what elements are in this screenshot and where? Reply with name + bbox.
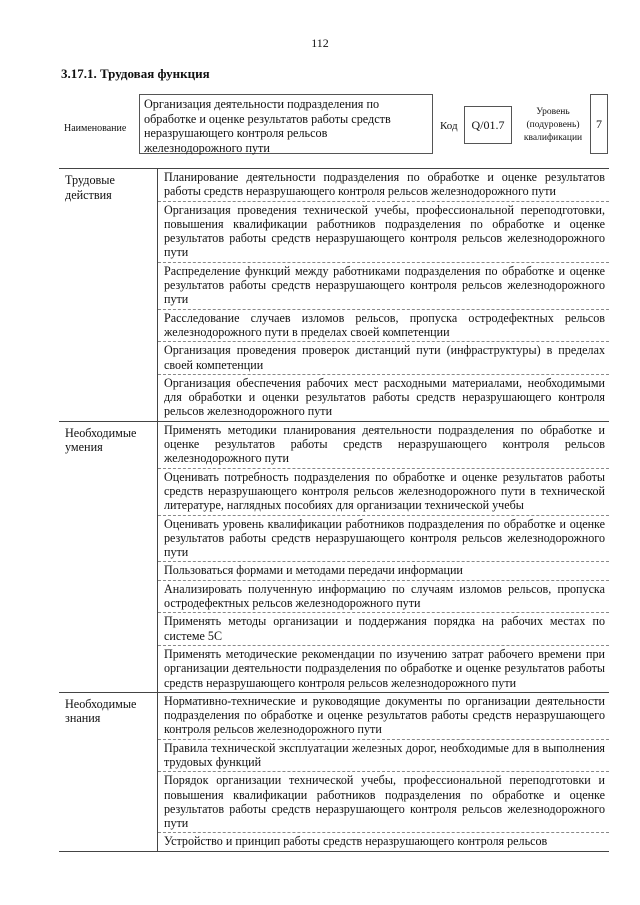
section-title: 3.17.1. Трудовая функция [61, 66, 210, 81]
group-label: Трудовые действия [65, 173, 115, 202]
table-row: Устройство и принцип работы средств неразрушающего контроля рельсов [164, 834, 548, 849]
function-table [59, 168, 609, 852]
table-group-labor-actions [59, 169, 609, 422]
table-row: Анализировать полученную информацию по случаям изломов рельсов, пропуска остродефектных рельсов железнодорожного пути [158, 581, 609, 614]
table-row: Оценивать уровень квалификации работников подразделения по обработке и оценке результатов работы средств неразрушающего контроля рельсов железнодорожного пути [158, 516, 609, 563]
name-value: Организация деятельности подразделения по обработке и оценке результатов работы средств неразрушающего контроля рельсов железнодорожного пути [139, 94, 433, 154]
table-row: Расследование случаев изломов рельсов, пропуска остродефектных рельсов железнодорожного пути в пределах своей компетенции [158, 310, 609, 343]
group-label: Необходимые умения [65, 425, 137, 455]
group-items [157, 422, 609, 692]
table-row: Пользоваться формами и методами передачи информации [158, 562, 609, 580]
name-label: Наименование [64, 123, 127, 134]
page-number: 112 [311, 36, 329, 50]
code-value: Q/01.7 [464, 106, 512, 144]
table-row: Применять методические рекомендации по изучению затрат рабочего времени при организации деятельности подразделения по обработке и оценке результатов работы средств неразрушающего контроля рельсов железнодорожного пути [164, 646, 605, 690]
table-group-required-knowledge [59, 693, 609, 852]
group-items [157, 693, 609, 851]
group-label: Необходимые знания [65, 696, 137, 726]
level-label: Уровень (подуровень) квалификации [523, 107, 583, 143]
table-row: Применять методики планирования деятельности подразделения по обработке и оценке результатов работы средств неразрушающего контроля рельсов железнодорожного пути [158, 422, 609, 469]
table-row: Организация проведения технической учебы, профессиональной переподготовки, повышения квалификации работников подразделения по обработке и оценке результатов работы средств неразрушающего контроля рельсов железнодорожного пути [158, 202, 609, 263]
group-items [157, 169, 609, 421]
table-row: Организация проведения проверок дистанций пути (инфраструктуры) в пределах своей компетенции [158, 342, 609, 375]
code-label: Код [440, 120, 458, 132]
table-row: Применять методы организации и поддержания порядка на рабочих местах по системе 5С [158, 613, 609, 646]
table-row: Организация обеспечения рабочих мест расходными материалами, необходимыми для обработки и оценки результатов работы средств неразрушающего контроля рельсов железнодорожного пути [164, 375, 605, 419]
table-group-required-skills [59, 422, 609, 693]
table-row: Распределение функций между работниками подразделения по обработке и оценке результатов работы средств неразрушающего контроля рельсов железнодорожного пути [158, 263, 609, 310]
table-row: Нормативно-технические и руководящие документы по организации деятельности подразделения по обработке и оценке результатов работы средств неразрушающего контроля рельсов железнодорожного пути [158, 693, 609, 740]
table-row: Порядок организации технической учебы, профессиональной переподготовки и повышения квалификации работников подразделения по обработке и оценке результатов работы средств неразрушающего контроля рельсов железнодорожного пути [158, 772, 609, 833]
level-value: 7 [590, 94, 608, 154]
table-row: Оценивать потребность подразделения по обработке и оценке результатов работы средств неразрушающего контроля рельсов железнодорожного пути в технической литературе, наглядных пособиях для организации технической учебы [158, 469, 609, 516]
table-row: Планирование деятельности подразделения по обработке и оценке результатов работы средств неразрушающего контроля рельсов железнодорожного пути [158, 169, 609, 202]
table-row: Правила технической эксплуатации железных дорог, необходимые для в выполнения трудовых функций [158, 740, 609, 773]
